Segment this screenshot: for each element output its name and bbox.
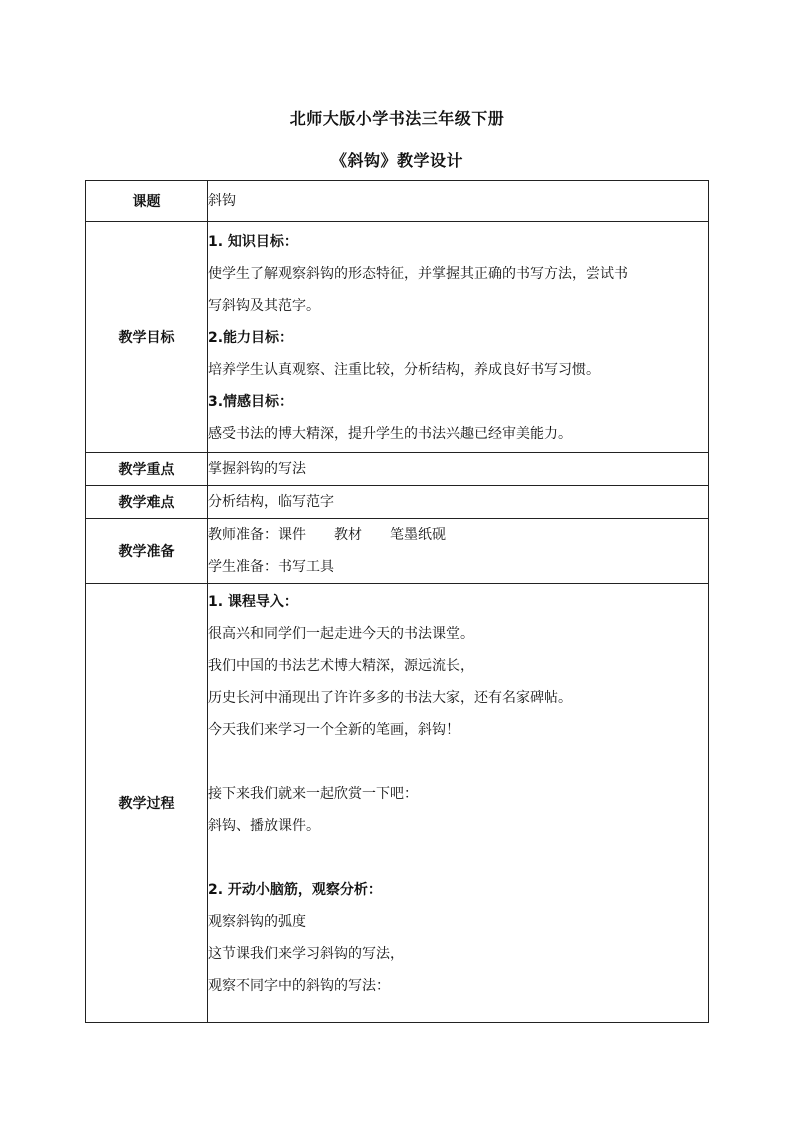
process-heading-observe: 2. 开动小脑筋，观察分析： xyxy=(208,882,382,898)
row-key-points xyxy=(86,453,709,486)
process-text: 我们中国的书法艺术博大精深，源远流长， xyxy=(208,658,474,674)
process-spacer xyxy=(208,746,708,778)
topic-value: 斜钩 xyxy=(208,181,709,222)
topic-label: 课题 xyxy=(86,181,208,222)
row-objectives xyxy=(86,222,709,453)
objective-text: 写斜钩及其范字。 xyxy=(208,298,320,314)
key-points-label: 教学重点 xyxy=(86,453,208,486)
process-spacer xyxy=(208,842,708,874)
objective-heading-emotion: 3.情感目标： xyxy=(208,394,294,410)
row-process xyxy=(86,584,709,1023)
preparation-content xyxy=(208,519,709,584)
difficulties-label: 教学难点 xyxy=(86,486,208,519)
process-text: 观察斜钩的弧度 xyxy=(208,914,306,930)
objective-heading-ability: 2.能力目标： xyxy=(208,330,294,346)
process-text: 观察不同字中的斜钩的写法： xyxy=(208,978,390,994)
objectives-content xyxy=(208,222,709,453)
process-text: 很高兴和同学们一起走进今天的书法课堂。 xyxy=(208,626,474,642)
document-title: 北师大版小学书法三年级下册 xyxy=(289,109,505,128)
lesson-plan-table xyxy=(85,180,709,1023)
row-topic xyxy=(86,181,709,222)
process-text: 接下来我们就来一起欣赏一下吧： xyxy=(208,786,418,802)
process-label: 教学过程 xyxy=(86,584,208,1023)
objective-heading-knowledge: 1. 知识目标： xyxy=(208,234,298,250)
preparation-teacher: 教师准备：课件 教材 笔墨纸砚 xyxy=(208,527,446,543)
row-preparation xyxy=(86,519,709,584)
row-difficulties xyxy=(86,486,709,519)
key-points-value: 掌握斜钩的写法 xyxy=(208,453,709,486)
process-heading-intro: 1. 课程导入： xyxy=(208,594,298,610)
objective-text: 感受书法的博大精深，提升学生的书法兴趣已经审美能力。 xyxy=(208,426,572,442)
difficulties-value: 分析结构，临写范字 xyxy=(208,486,709,519)
process-text: 历史长河中涌现出了许许多多的书法大家，还有名家碑帖。 xyxy=(208,690,572,706)
process-text: 斜钩、播放课件。 xyxy=(208,818,320,834)
objectives-label: 教学目标 xyxy=(86,222,208,453)
objective-text: 培养学生认真观察、注重比较，分析结构，养成良好书写习惯。 xyxy=(208,362,600,378)
process-content xyxy=(208,584,709,1023)
preparation-student: 学生准备：书写工具 xyxy=(208,559,334,575)
document-subtitle: 《斜钩》教学设计 xyxy=(330,151,463,170)
objective-text: 使学生了解观察斜钩的形态特征，并掌握其正确的书写方法，尝试书 xyxy=(208,266,628,282)
process-text: 今天我们来学习一个全新的笔画，斜钩！ xyxy=(208,722,460,738)
process-text: 这节课我们来学习斜钩的写法， xyxy=(208,946,404,962)
preparation-label: 教学准备 xyxy=(86,519,208,584)
